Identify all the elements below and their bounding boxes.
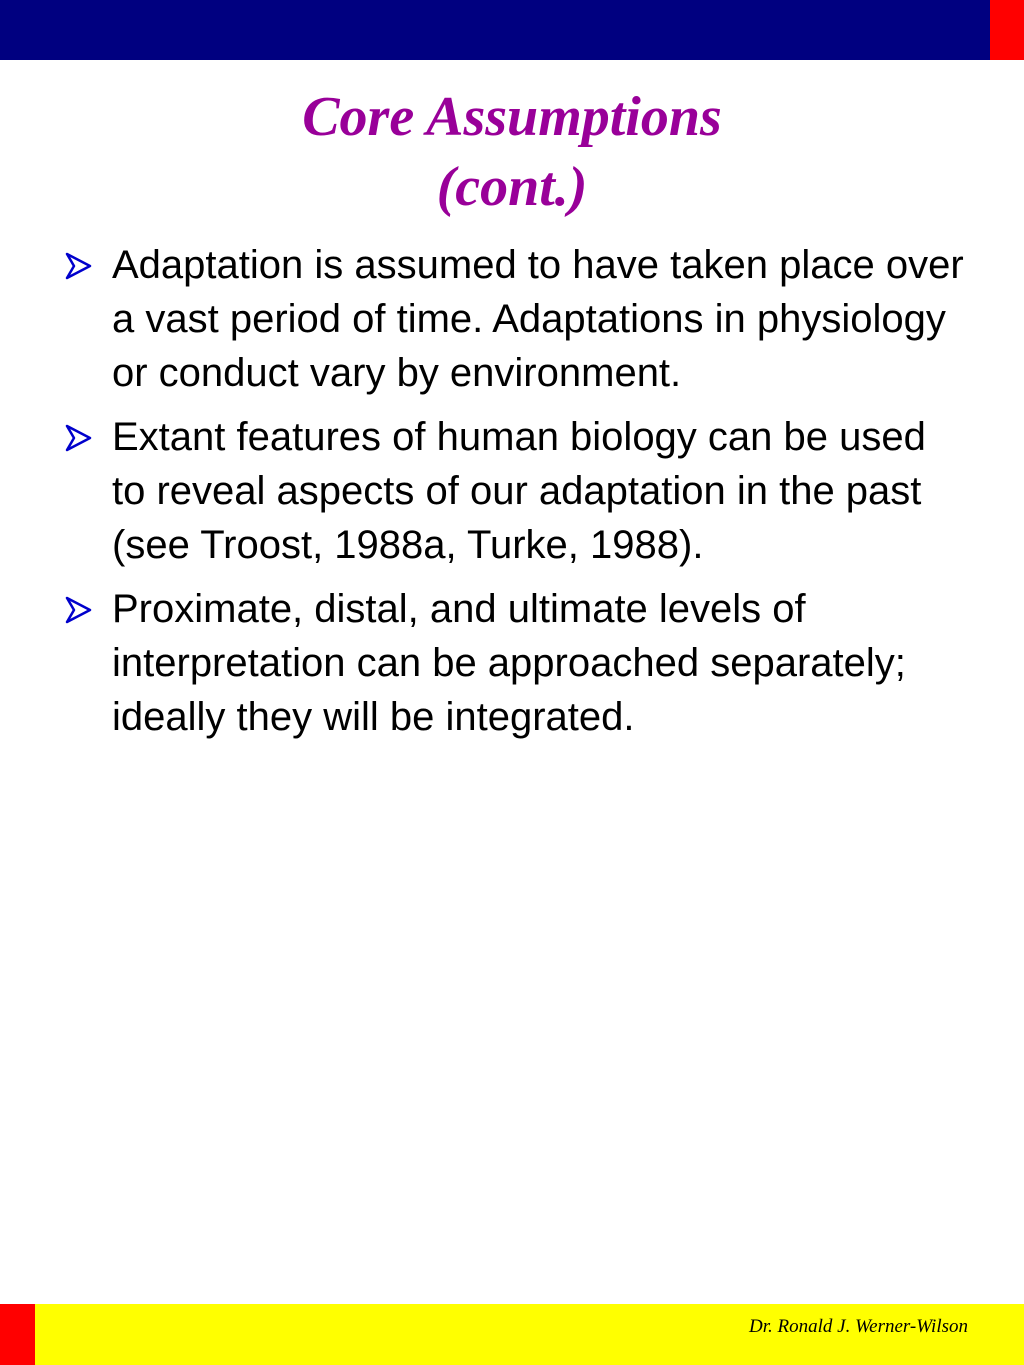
footer-credit: Dr. Ronald J. Werner-Wilson bbox=[749, 1316, 968, 1337]
arrowhead-bullet-icon bbox=[64, 252, 92, 280]
arrowhead-bullet-icon bbox=[64, 596, 92, 624]
arrowhead-bullet-icon bbox=[64, 424, 92, 452]
bullet-item-1 bbox=[60, 238, 965, 400]
bullet-list bbox=[60, 238, 965, 754]
bullet-text-1: Adaptation is assumed to have taken place over a vast period of time. Adaptations in physiology or conduct vary by environment. bbox=[112, 243, 964, 395]
bottom-accent-block bbox=[0, 1304, 35, 1365]
bullet-text-2: Extant features of human biology can be used to reveal aspects of our adaptation in the past (see Troost, 1988a, Turke, 1988). bbox=[112, 415, 926, 567]
top-banner bbox=[0, 0, 990, 60]
bullet-text-3: Proximate, distal, and ultimate levels of interpretation can be approached separately; ideally they will be integrated. bbox=[112, 587, 906, 739]
top-accent-block bbox=[990, 0, 1024, 60]
slide-title bbox=[0, 82, 1024, 222]
bullet-item-2 bbox=[60, 410, 965, 572]
bullet-item-3 bbox=[60, 582, 965, 744]
title-line-1: Core Assumptions bbox=[302, 86, 722, 148]
title-line-2: (cont.) bbox=[436, 156, 588, 218]
